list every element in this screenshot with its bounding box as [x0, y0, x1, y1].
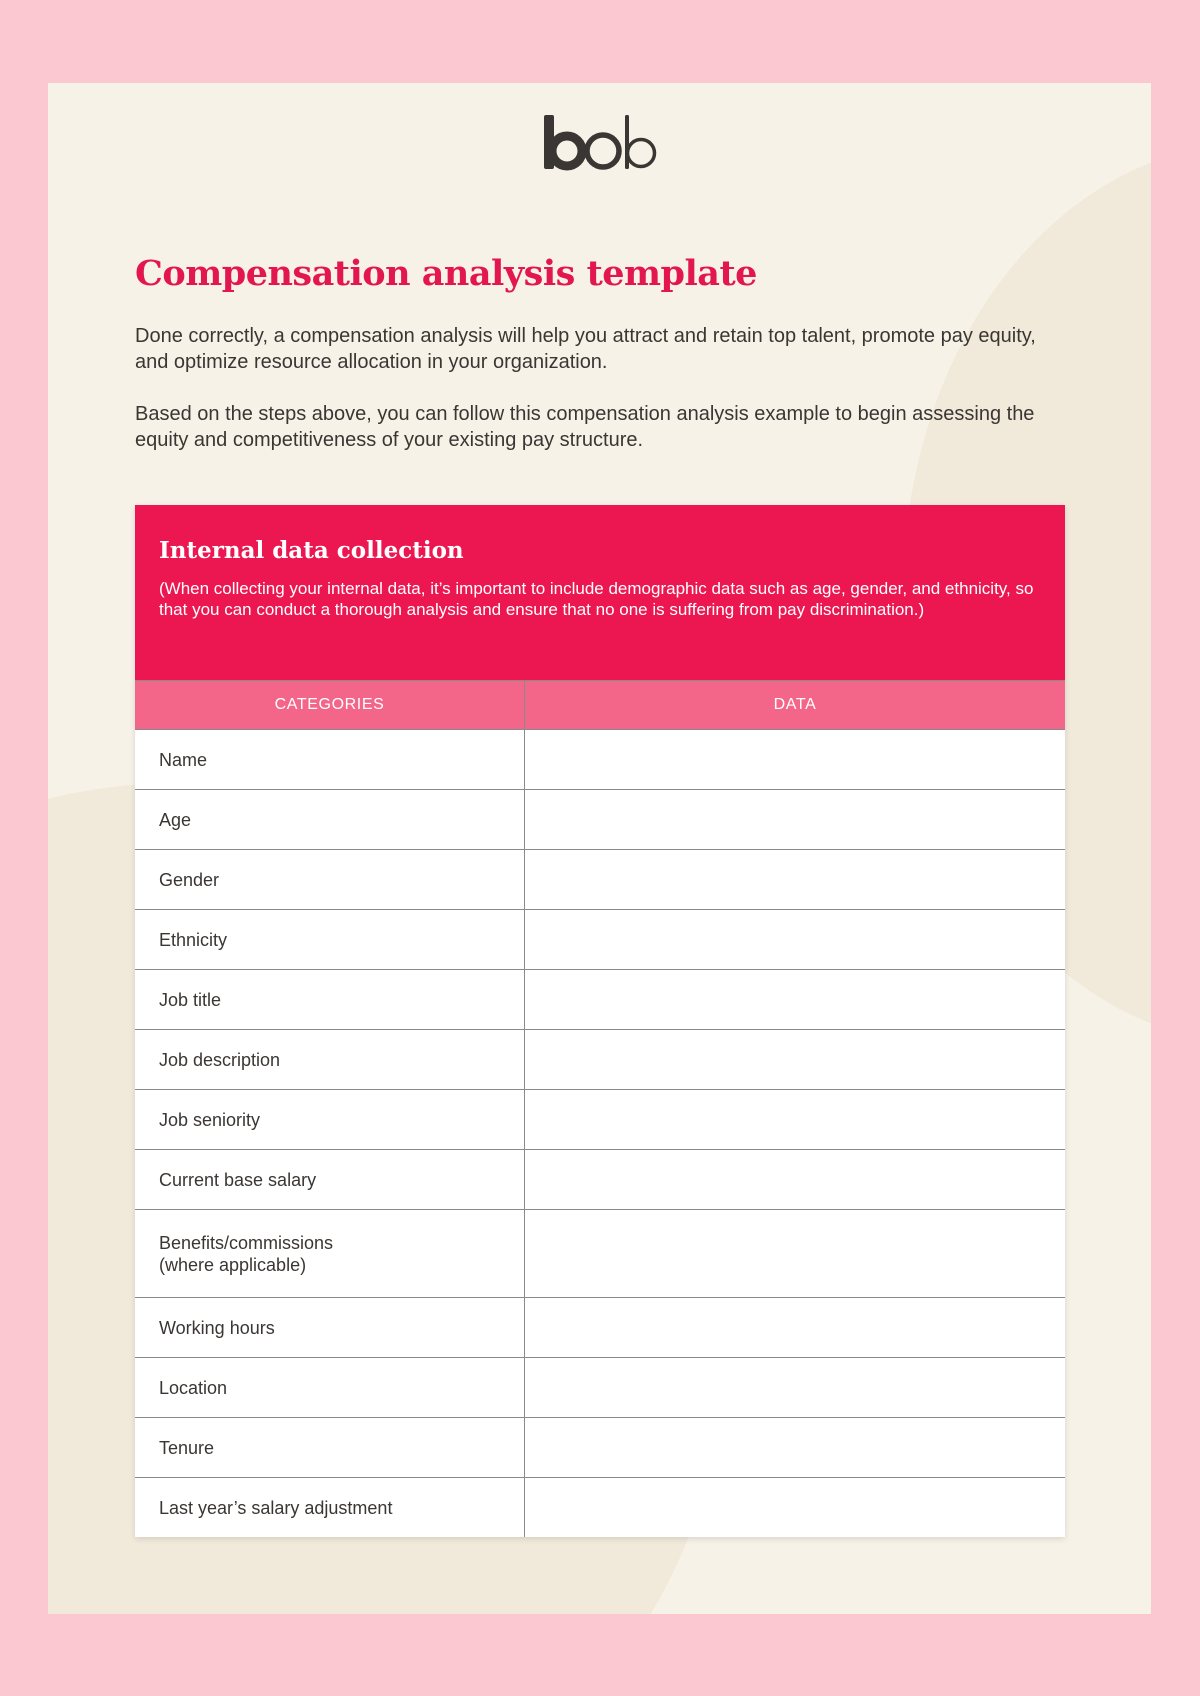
category-cell: Gender — [135, 850, 525, 909]
table-row — [135, 909, 1065, 969]
table-row — [135, 1149, 1065, 1209]
data-collection-card — [135, 505, 1065, 1537]
data-cell[interactable] — [525, 790, 1065, 849]
column-header-categories: CATEGORIES — [135, 681, 525, 729]
table-header — [135, 680, 1065, 729]
intro-paragraph: Based on the steps above, you can follow this compensation analysis example to begin assessing the equity and competitiveness of your existing pay structure. — [135, 403, 1035, 451]
category-cell: Ethnicity — [135, 910, 525, 969]
bob-logo-icon — [540, 111, 660, 175]
data-cell[interactable] — [525, 970, 1065, 1029]
page-title: Compensation analysis template — [135, 253, 757, 294]
data-cell[interactable] — [525, 910, 1065, 969]
category-cell: Name — [135, 730, 525, 789]
category-cell: Job seniority — [135, 1090, 525, 1149]
category-cell: Tenure — [135, 1418, 525, 1477]
card-header — [135, 505, 1065, 680]
data-cell[interactable] — [525, 730, 1065, 789]
data-cell[interactable] — [525, 1150, 1065, 1209]
data-cell[interactable] — [525, 1418, 1065, 1477]
data-cell[interactable] — [525, 1030, 1065, 1089]
data-cell[interactable] — [525, 1358, 1065, 1417]
category-cell: Benefits/commissions (where applicable) — [135, 1210, 525, 1297]
category-cell: Working hours — [135, 1298, 525, 1357]
table-row — [135, 1357, 1065, 1417]
category-cell: Job title — [135, 970, 525, 1029]
data-cell[interactable] — [525, 1210, 1065, 1297]
data-cell[interactable] — [525, 1298, 1065, 1357]
table-row — [135, 969, 1065, 1029]
bob-logo — [48, 111, 1151, 181]
table-row — [135, 1089, 1065, 1149]
column-header-data: DATA — [773, 696, 817, 713]
category-cell: Location — [135, 1358, 525, 1417]
table-row — [135, 849, 1065, 909]
category-cell: Last year’s salary adjustment — [135, 1478, 525, 1537]
document-page — [48, 83, 1151, 1614]
category-cell: Job description — [135, 1030, 525, 1089]
table-row — [135, 1417, 1065, 1477]
data-cell[interactable] — [525, 1478, 1065, 1537]
data-cell[interactable] — [525, 850, 1065, 909]
table-row — [135, 1029, 1065, 1089]
category-cell: Current base salary — [135, 1150, 525, 1209]
table-row — [135, 729, 1065, 789]
table-row — [135, 1209, 1065, 1297]
table-row — [135, 1297, 1065, 1357]
intro-paragraph: Done correctly, a compensation analysis will help you attract and retain top talent, promote pay equity, and optimize resource allocation in your organization. — [135, 325, 1036, 373]
data-cell[interactable] — [525, 1090, 1065, 1149]
category-cell: Age — [135, 790, 525, 849]
card-note: (When collecting your internal data, it’s important to include demographic data such as age, gender, and ethnicity, so that you can conduct a thorough analysis and ensure that no one is suffering from pay discrimination.) — [159, 579, 1034, 619]
table-row — [135, 1477, 1065, 1537]
card-title: Internal data collection — [159, 537, 464, 564]
table-row — [135, 789, 1065, 849]
